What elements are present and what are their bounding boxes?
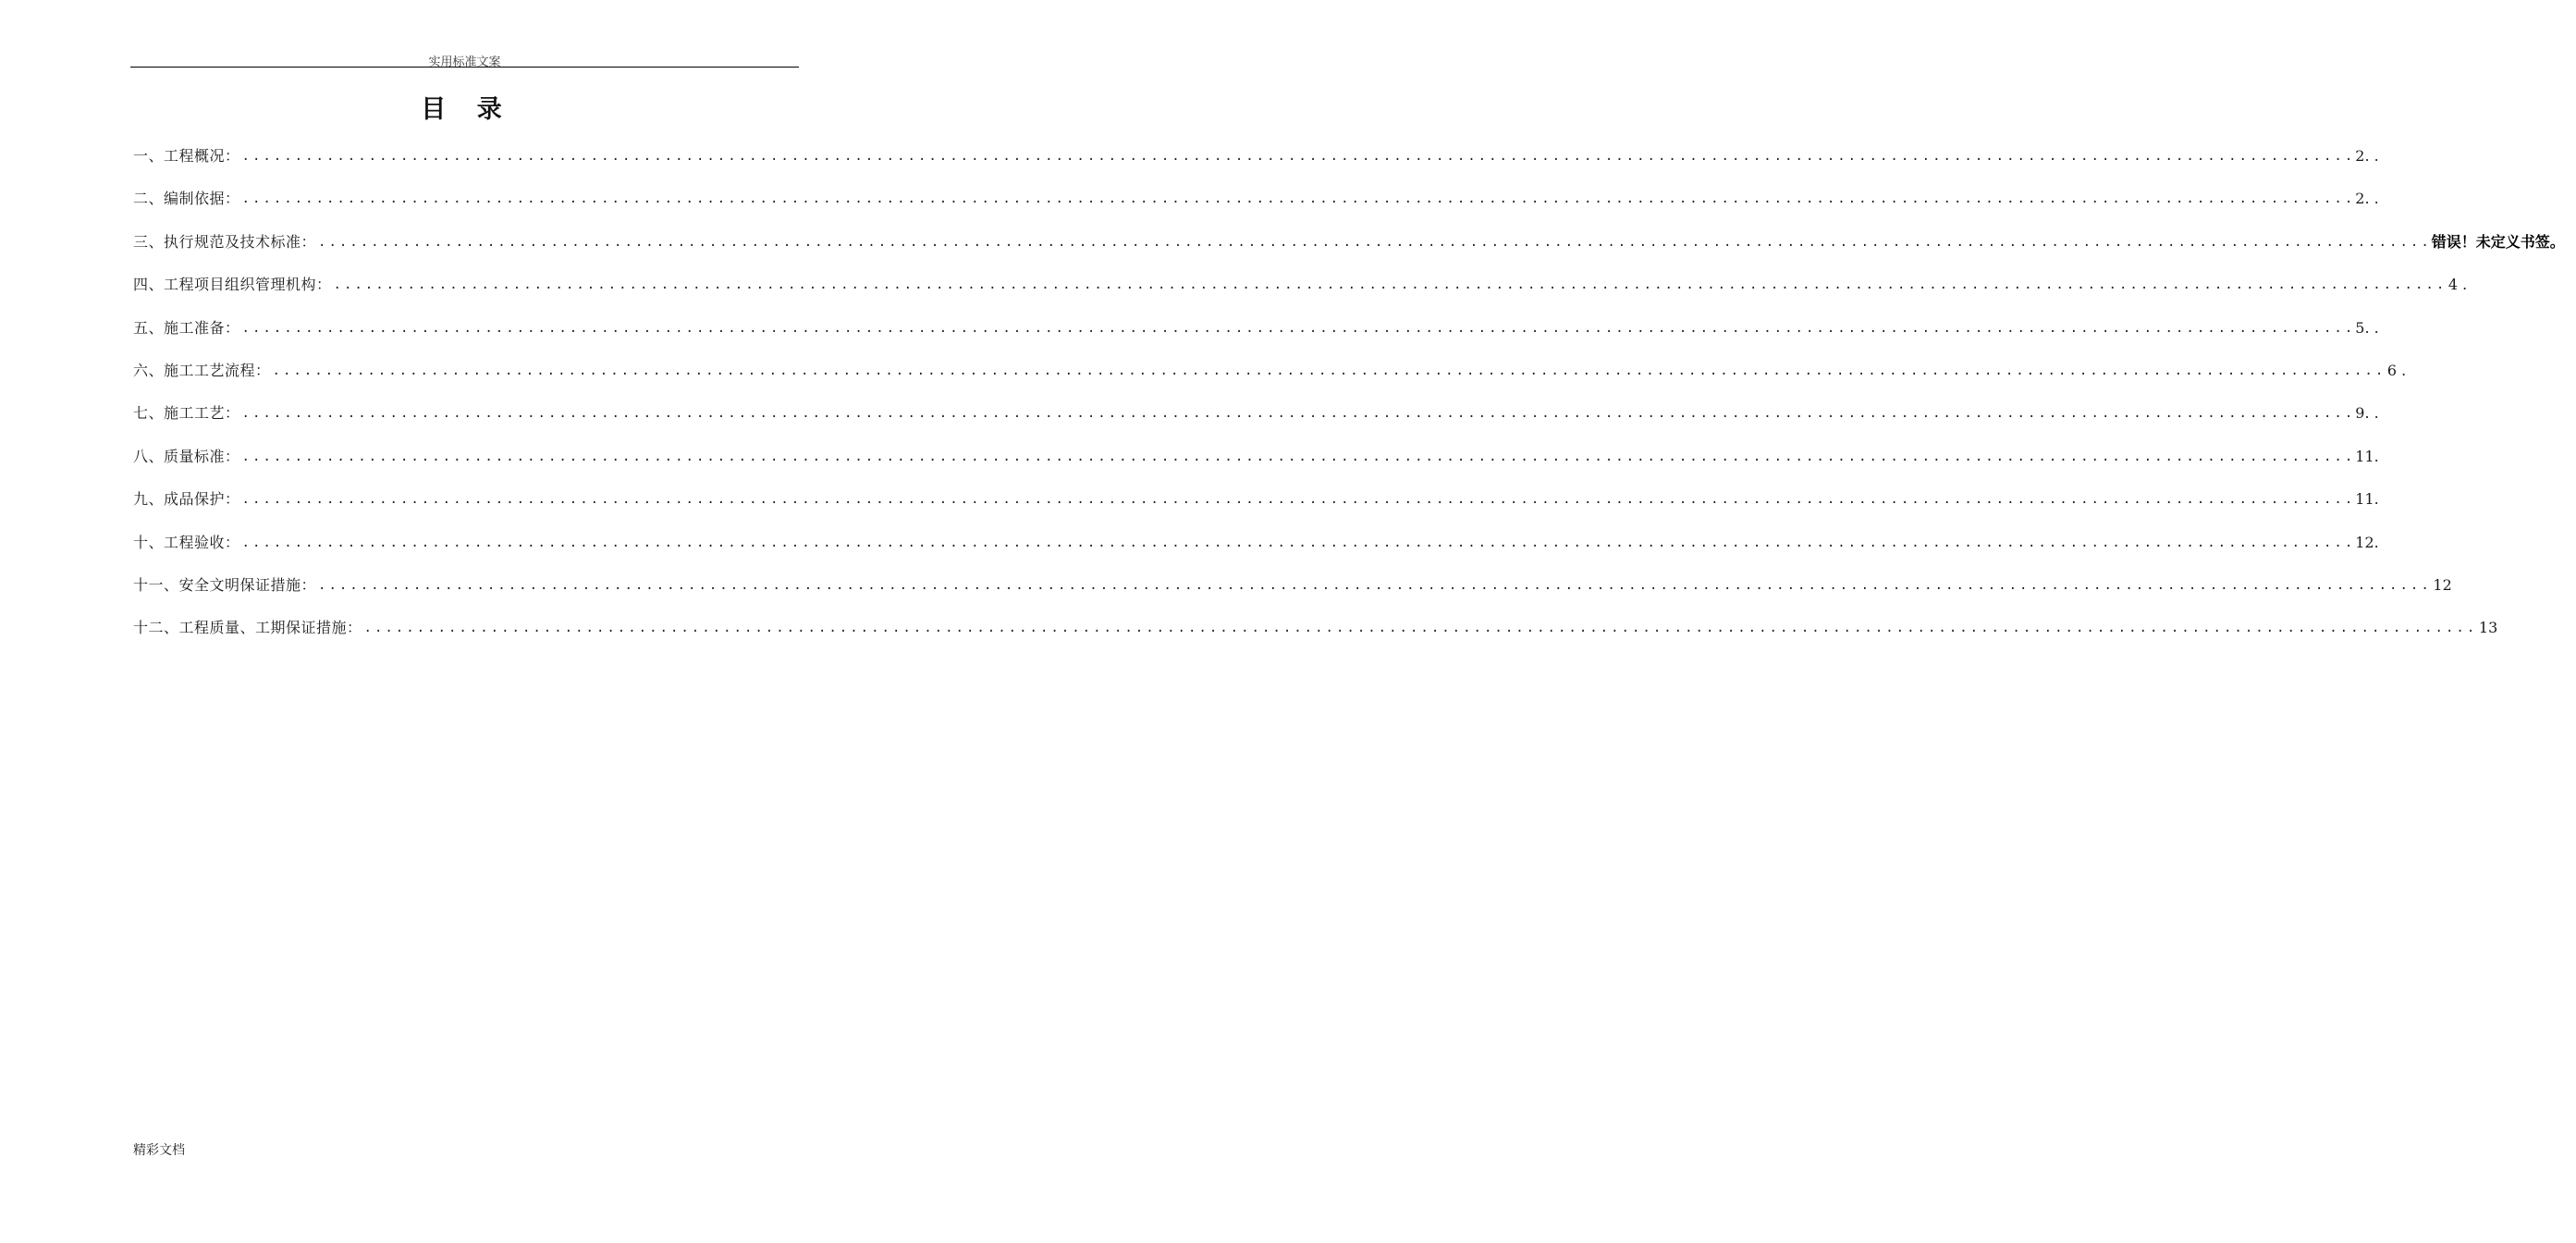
toc-entry-label: 十二、工程质量、工期保证措施： bbox=[133, 619, 362, 637]
toc-entry-page-number: 2. . bbox=[2355, 147, 2379, 165]
toc-entry-page-number: 12. bbox=[2355, 533, 2379, 551]
header-divider bbox=[130, 67, 799, 68]
toc-entry-label: 十一、安全文明保证措施： bbox=[133, 575, 317, 594]
toc-dot-leader: ........................................................................................................................................................................................................ bbox=[318, 234, 2432, 250]
toc-list bbox=[133, 142, 2565, 658]
toc-entry[interactable] bbox=[133, 271, 2468, 314]
toc-dot-leader: ........................................................................................................................................................................................................ bbox=[241, 449, 2356, 464]
toc-entry-page-number: 11. bbox=[2355, 447, 2379, 465]
toc-dot-leader: ........................................................................................................................................................................................................ bbox=[241, 535, 2356, 550]
toc-entry[interactable] bbox=[133, 314, 2379, 357]
toc-dot-leader: ........................................................................................................................................................................................................ bbox=[241, 406, 2356, 422]
toc-entry-error-text: 错误！未定义书签。 bbox=[2431, 232, 2565, 251]
toc-entry-label: 八、质量标准： bbox=[133, 447, 240, 465]
toc-dot-leader: ........................................................................................................................................................................................................ bbox=[241, 320, 2356, 336]
toc-dot-leader: ........................................................................................................................................................................................................ bbox=[363, 621, 2478, 636]
toc-entry-label: 五、施工准备： bbox=[133, 318, 240, 337]
toc-dot-leader: ........................................................................................................................................................................................................ bbox=[272, 363, 2386, 378]
toc-entry-label: 四、工程项目组织管理机构： bbox=[133, 276, 332, 294]
toc-entry-page-number: 11. bbox=[2355, 490, 2379, 509]
toc-dot-leader: ........................................................................................................................................................................................................ bbox=[318, 577, 2432, 593]
toc-entry[interactable] bbox=[133, 614, 2498, 657]
toc-entry-page-number: 9. . bbox=[2355, 404, 2379, 423]
toc-entry[interactable] bbox=[133, 142, 2379, 185]
toc-entry[interactable] bbox=[133, 228, 2565, 271]
toc-entry-page-number: 6 . bbox=[2386, 361, 2407, 379]
toc-dot-leader: ........................................................................................................................................................................................................ bbox=[333, 277, 2447, 293]
toc-entry-label: 六、施工工艺流程： bbox=[133, 361, 271, 379]
toc-entry-label: 二、编制依据： bbox=[133, 190, 240, 208]
toc-entry[interactable] bbox=[133, 529, 2379, 572]
toc-entry-page-number: 13 bbox=[2478, 619, 2498, 637]
toc-entry[interactable] bbox=[133, 400, 2379, 442]
toc-title: 目 录 bbox=[421, 95, 513, 124]
toc-dot-leader: ........................................................................................................................................................................................................ bbox=[241, 191, 2356, 207]
toc-entry-label: 七、施工工艺： bbox=[133, 404, 240, 423]
toc-dot-leader: ........................................................................................................................................................................................................ bbox=[241, 149, 2356, 164]
page-header: 实用标准文案 bbox=[428, 55, 501, 69]
toc-entry-page-number: 5. . bbox=[2355, 318, 2379, 337]
toc-entry-label: 三、执行规范及技术标准： bbox=[133, 232, 317, 251]
toc-entry-label: 一、工程概况： bbox=[133, 147, 240, 165]
toc-entry[interactable] bbox=[133, 185, 2379, 228]
toc-entry[interactable] bbox=[133, 357, 2407, 400]
toc-entry[interactable] bbox=[133, 486, 2379, 528]
toc-entry-page-number: 12 bbox=[2433, 575, 2452, 594]
toc-entry[interactable] bbox=[133, 572, 2452, 614]
toc-entry-label: 十、工程验收： bbox=[133, 533, 240, 551]
toc-dot-leader: ........................................................................................................................................................................................................ bbox=[241, 492, 2356, 508]
toc-entry[interactable] bbox=[133, 443, 2379, 486]
toc-entry-label: 九、成品保护： bbox=[133, 490, 240, 509]
toc-entry-page-number: 2. . bbox=[2355, 190, 2379, 208]
page-footer: 精彩文档 bbox=[133, 1143, 185, 1158]
toc-entry-page-number: 4 . bbox=[2447, 276, 2468, 294]
